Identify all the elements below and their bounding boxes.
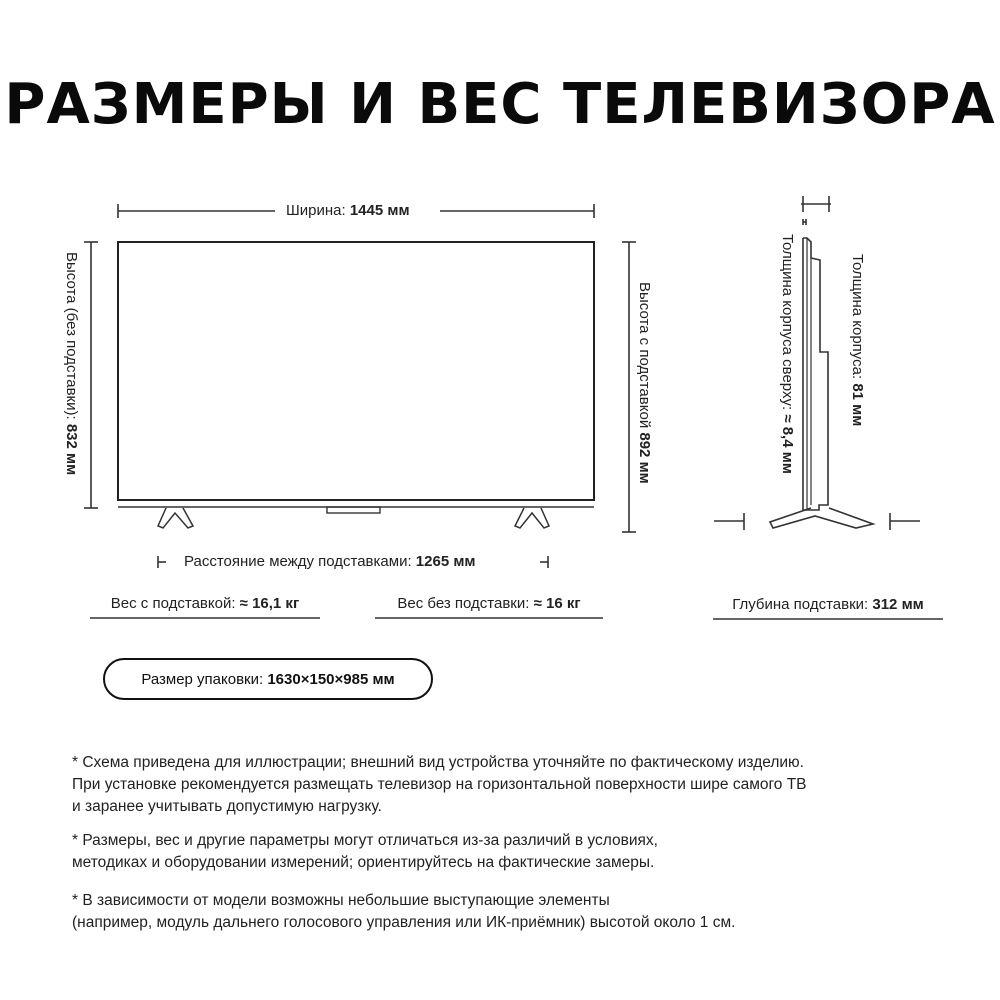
height-with-stand-value: 892 мм <box>636 432 653 484</box>
width-label: Ширина: 1445 мм <box>286 202 410 219</box>
stand-depth: Глубина подставки: 312 мм <box>732 596 924 613</box>
weight-with-stand: Вес с подставкой: ≈ 16,1 кг <box>110 595 300 612</box>
note-1-line-1: * Схема приведена для иллюстрации; внешний вид устройства уточняйте по фактическому изделию. <box>72 754 804 771</box>
left-stand-foot <box>158 508 193 528</box>
note-3-line-2: (например, модуль дальнего голосового управления или ИК-приёмник) высотой около 1 см. <box>72 914 736 931</box>
tv-front-outline <box>118 242 594 500</box>
body-thickness-value: 81 мм <box>849 383 866 427</box>
height-no-stand-value: 832 мм <box>63 423 80 476</box>
top-thickness-value: ≈ 8,4 мм <box>779 414 796 474</box>
note-2-line-1: * Размеры, вес и другие параметры могут отличаться из-за различий в условиях, <box>72 832 658 849</box>
weight-no-stand: Вес без подставки: ≈ 16 кг <box>397 595 581 612</box>
package-size-badge: Размер упаковки: 1630×150×985 мм <box>103 658 433 700</box>
stand-distance-value: 1265 мм <box>415 553 476 570</box>
note-3 <box>72 890 952 934</box>
weight-with-stand-value: ≈ 16,1 кг <box>239 595 300 612</box>
note-2-line-2: методиках и оборудовании измерений; ориентируйтесь на фактические замеры. <box>72 854 655 871</box>
weight-no-stand-value: ≈ 16 кг <box>533 595 581 612</box>
body-thickness-label: Толщина корпуса: 81 мм <box>849 254 866 427</box>
page-title: РАЗМЕРЫ И ВЕС ТЕЛЕВИЗОРА <box>4 72 996 137</box>
stand-depth-value: 312 мм <box>872 596 924 613</box>
side-stand <box>770 508 873 528</box>
top-thickness-label: Толщина корпуса сверху: ≈ 8,4 мм <box>779 234 796 474</box>
width-value: 1445 мм <box>349 202 410 219</box>
tv-bottom-module <box>327 507 380 513</box>
package-size-value: 1630×150×985 мм <box>267 670 395 688</box>
height-no-stand-label: Высота (без подставки): 832 мм <box>63 252 80 476</box>
note-1-line-2: При установке рекомендуется размещать телевизор на горизонтальной поверхности шире самого ТВ <box>72 776 807 793</box>
note-1-line-3: и заранее учитывать допустимую нагрузку. <box>72 798 382 815</box>
right-stand-foot <box>515 508 549 528</box>
stand-distance-label: Расстояние между подставками: 1265 мм <box>184 553 476 570</box>
height-with-stand-label: Высота с подставкой 892 мм <box>636 282 653 484</box>
note-1 <box>72 752 952 818</box>
note-2 <box>72 830 952 874</box>
note-3-line-1: * В зависимости от модели возможны небольшие выступающие элементы <box>72 892 610 909</box>
